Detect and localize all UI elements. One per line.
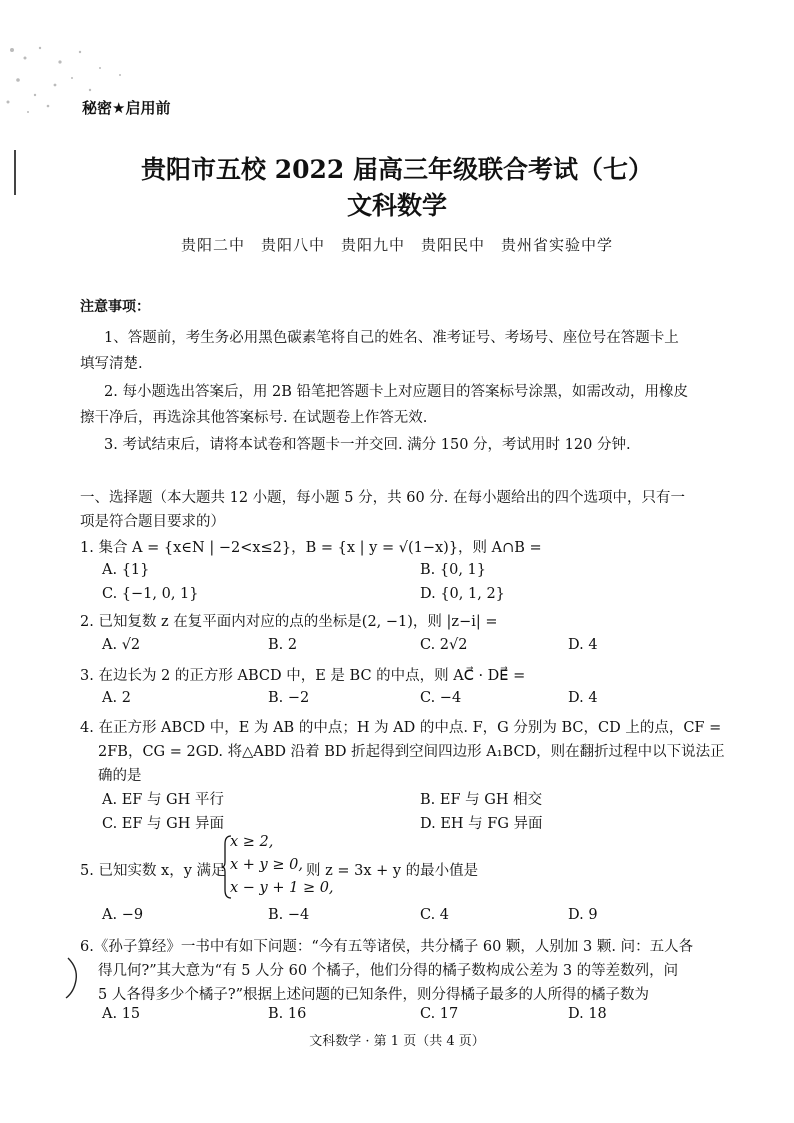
question-1-option-b: B. {0, 1} — [420, 562, 486, 578]
question-6-option-b: B. 16 — [268, 1006, 307, 1022]
page-footer: 文科数学 · 第 1 页（共 4 页） — [309, 1034, 485, 1049]
question-3-stem: 3. 在边长为 2 的正方形 ABCD 中，E 是 BC 的中点，则 AC⃗ · DE⃗ = — [80, 668, 526, 684]
exam-subject: 文科数学 — [346, 191, 447, 220]
question-2-option-d: D. 4 — [568, 637, 598, 653]
section-heading-cont: 项是符合题目要求的） — [80, 514, 225, 530]
notice-line: 填写清楚. — [80, 356, 143, 372]
question-5-stem-suffix: 则 z = 3x + y 的最小值是 — [306, 863, 479, 879]
question-2-option-b: B. 2 — [268, 637, 298, 653]
question-4-stem: 确的是 — [98, 768, 142, 784]
question-4-stem: 4. 在正方形 ABCD 中，E 为 AB 的中点；H 为 AD 的中点. F，G 分别为 BC，CD 上的点，CF = — [80, 720, 722, 736]
confidential-label: 秘密★启用前 — [82, 99, 171, 117]
system-line-2: x + y ≥ 0, — [230, 857, 303, 873]
question-2-option-c: C. 2√2 — [420, 637, 468, 653]
section-heading: 一、选择题（本大题共 12 小题，每小题 5 分，共 60 分. 在每小题给出的四个选项中，只有一 — [80, 490, 685, 506]
question-4-option-a: A. EF 与 GH 平行 — [102, 792, 224, 808]
question-6-stem: 5 人各得多少个橘子?”根据上述问题的已知条件，则分得橘子最多的人所得的橘子数为 — [98, 987, 650, 1003]
handwritten-bracket-mark — [64, 956, 80, 1000]
question-6-option-c: C. 17 — [420, 1006, 459, 1022]
notice-line: 3. 考试结束后，请将本试卷和答题卡一并交回. 满分 150 分，考试用时 120 分钟. — [104, 437, 631, 453]
system-line-3: x − y + 1 ≥ 0, — [230, 880, 334, 896]
question-2-stem: 2. 已知复数 z 在复平面内对应的点的坐标是(2, −1)，则 |z−i| = — [80, 614, 498, 630]
system-line-1: x ≥ 2, — [230, 834, 274, 850]
exam-title: 贵阳市五校 2022 届高三年级联合考试（七） — [141, 155, 653, 184]
question-6-option-a: A. 15 — [102, 1006, 141, 1022]
question-3-option-b: B. −2 — [268, 690, 310, 706]
question-4-stem: 2FB，CG = 2GD. 将△ABD 沿着 BD 折起得到空间四边形 A₁BCD，则在翻折过程中以下说法正 — [98, 744, 725, 760]
question-5-option-c: C. 4 — [420, 907, 450, 923]
question-6-option-d: D. 18 — [568, 1006, 607, 1022]
question-4-option-c: C. EF 与 GH 异面 — [102, 816, 224, 832]
question-3-option-c: C. −4 — [420, 690, 462, 706]
question-1-option-d: D. {0, 1, 2} — [420, 586, 505, 602]
question-1-option-c: C. {−1, 0, 1} — [102, 586, 199, 602]
notice-line: 1、答题前，考生务必用黑色碳素笔将自己的姓名、准考证号、考场号、座位号在答题卡上 — [104, 330, 679, 346]
question-3-option-a: A. 2 — [102, 690, 131, 706]
question-6-stem: 6.《孙子算经》一书中有如下问题：“今有五等诸侯，共分橘子 60 颗，人别加 3 颗. 问：五人各 — [80, 939, 694, 955]
question-1-option-a: A. {1} — [102, 562, 150, 578]
question-1-stem: 1. 集合 A = {x∈N | −2<x≤2}，B = {x | y = √(1−x)}，则 A∩B = — [80, 540, 542, 556]
question-2-option-a: A. √2 — [102, 637, 141, 653]
question-6-stem: 得几何?”其大意为“有 5 人分 60 个橘子，他们分得的橘子数构成公差为 3 的等差数列，问 — [98, 963, 679, 979]
question-4-option-d: D. EH 与 FG 异面 — [420, 816, 543, 832]
notice-heading: 注意事项： — [80, 299, 150, 315]
notice-line: 2. 每小题选出答案后，用 2B 铅笔把答题卡上对应题目的答案标号涂黑，如需改动，用橡皮 — [104, 384, 689, 400]
question-5-stem-prefix: 5. 已知实数 x，y 满足 — [80, 863, 226, 879]
school-list: 贵阳二中 贵阳八中 贵阳九中 贵阳民中 贵州省实验中学 — [180, 236, 613, 254]
question-5-option-d: D. 9 — [568, 907, 598, 923]
question-4-option-b: B. EF 与 GH 相交 — [420, 792, 543, 808]
notice-line: 擦干净后，再选涂其他答案标号. 在试题卷上作答无效. — [80, 410, 428, 426]
question-5-option-b: B. −4 — [268, 907, 310, 923]
question-3-option-d: D. 4 — [568, 690, 598, 706]
question-5-option-a: A. −9 — [102, 907, 144, 923]
